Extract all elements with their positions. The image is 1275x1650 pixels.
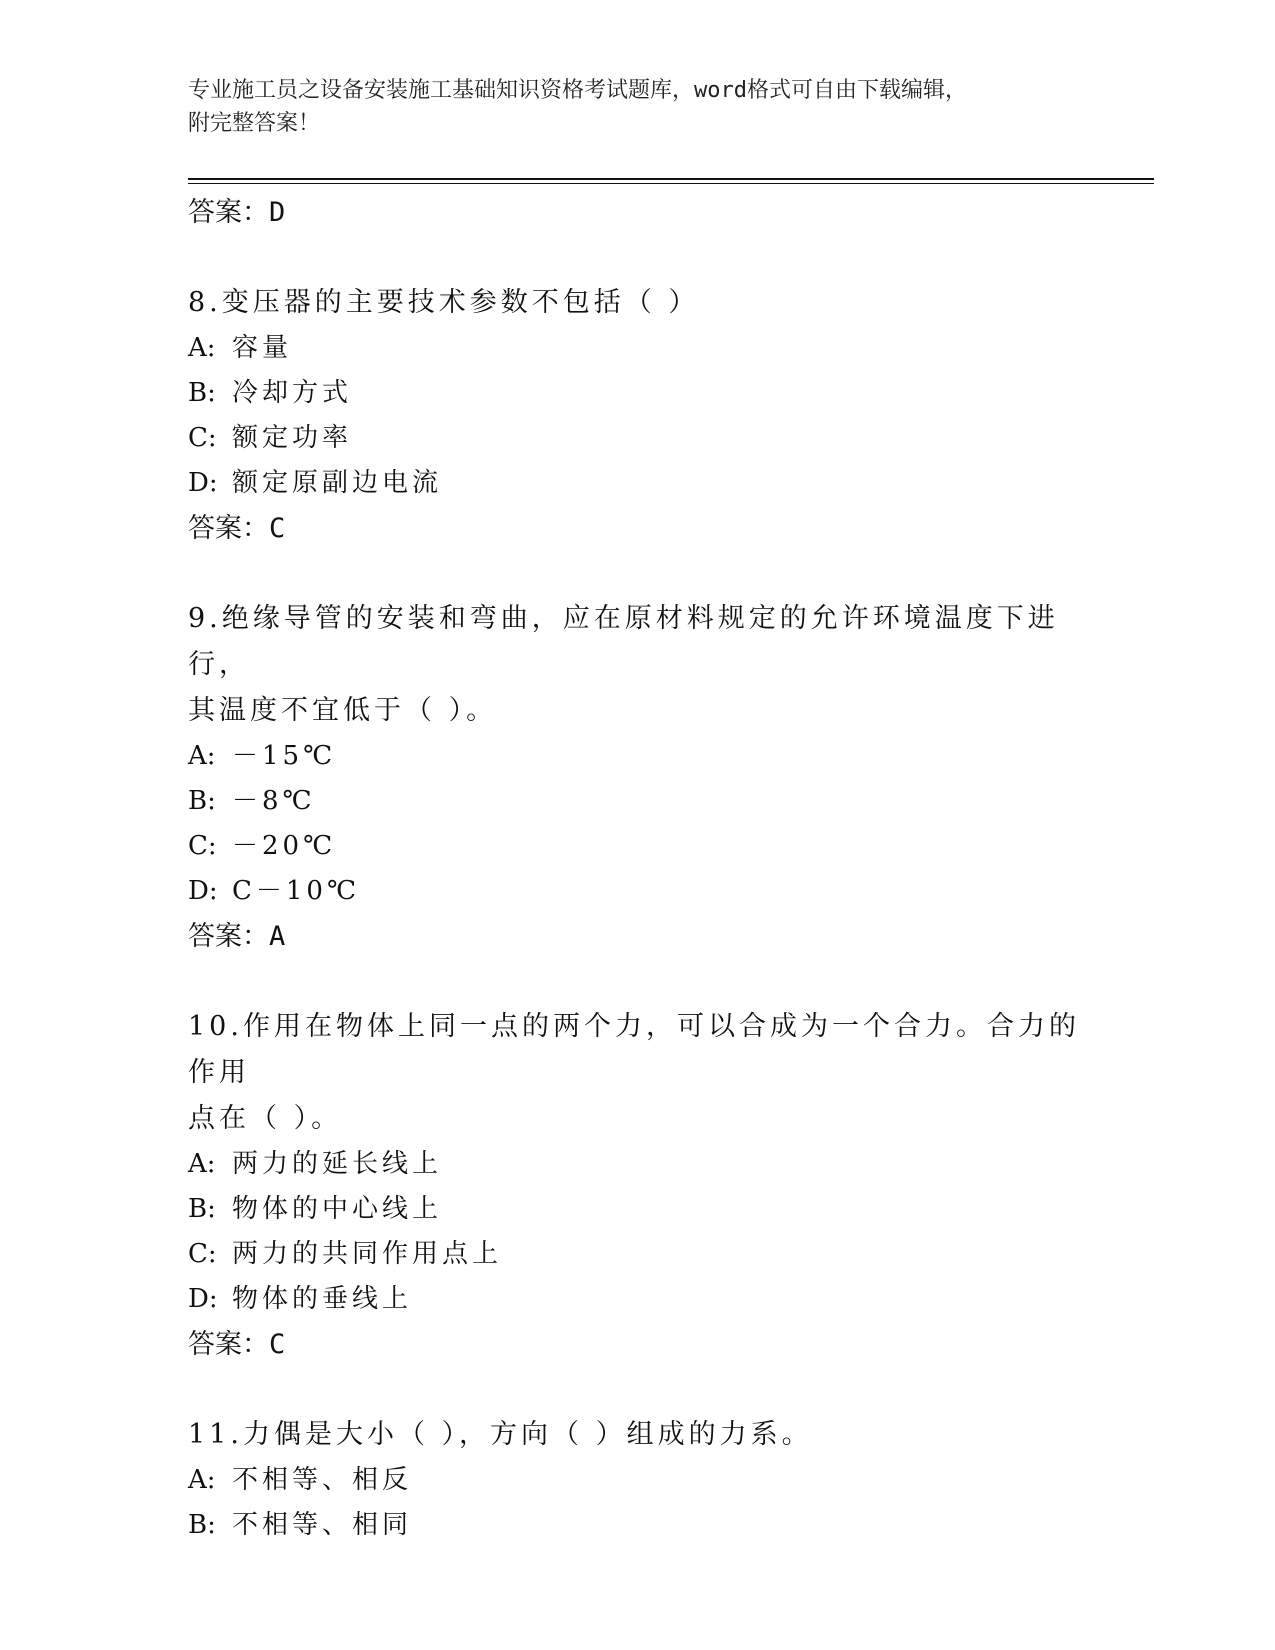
option-row [188,461,1088,506]
option-label: D: [188,876,218,906]
option-row [188,326,1088,371]
question-text: 10.作用在物体上同一点的两个力，可以合成为一个合力。合力的作用 [188,1011,1080,1088]
option-label: C: [188,831,217,861]
answer-line: 答案：D [188,197,286,228]
option-row [188,1503,1088,1548]
option-label: C: [188,1239,217,1269]
option-row [188,1187,1088,1232]
answer-line: 答案：A [188,921,286,952]
option-label: D: [188,468,218,498]
option-row [188,734,1088,779]
question-text: 9.绝缘导管的安装和弯曲，应在原材料规定的允许环境温度下进行， [188,603,1059,680]
option-text: 不相等、相同 [232,1510,413,1540]
option-text: 冷却方式 [232,378,353,408]
answer-line: 答案：C [188,1329,286,1360]
option-label: D: [188,1284,218,1314]
option-row [188,371,1088,416]
option-row [188,1142,1088,1187]
option-row [188,869,1088,914]
header-line-2: 附完整答案！ [188,111,321,136]
header-line-1: 专业施工员之设备安装施工基础知识资格考试题库，word格式可自由下载编辑， [188,78,967,103]
question-text: 8.变压器的主要技术参数不包括（ ） [188,287,700,318]
option-text: －20℃ [232,831,337,861]
question-list [188,190,1088,1548]
option-row [188,1458,1088,1503]
question-block [188,1004,1088,1368]
header-divider-thin [188,183,1154,184]
option-text: 两力的共同作用点上 [232,1239,503,1269]
answer-line: 答案：C [188,513,286,544]
option-text: －8℃ [232,786,316,816]
question-text: 点在（ ）。 [188,1103,343,1134]
option-row [188,1277,1088,1322]
option-label: A: [188,1149,216,1179]
option-label: B: [188,378,216,408]
option-text: 容量 [232,333,293,363]
question-block [188,280,1088,552]
option-row [188,416,1088,461]
option-label: C: [188,423,217,453]
question-text: 11.力偶是大小（ ），方向（ ）组成的力系。 [188,1419,813,1450]
option-text: 不相等、相反 [232,1465,413,1495]
question-block [188,596,1088,960]
option-text: 两力的延长线上 [232,1149,443,1179]
option-row [188,779,1088,824]
questions-container [188,280,1088,1548]
option-text: C－10℃ [232,876,361,906]
header-divider-thick [188,178,1154,180]
option-row [188,1232,1088,1277]
document-header [188,74,1088,140]
option-text: 物体的中心线上 [232,1194,443,1224]
option-text: －15℃ [232,741,337,771]
option-label: A: [188,1465,216,1495]
option-text: 物体的垂线上 [232,1284,413,1314]
option-label: A: [188,333,216,363]
option-label: B: [188,1510,216,1540]
option-label: B: [188,786,216,816]
option-text: 额定功率 [232,423,353,453]
option-text: 额定原副边电流 [232,468,443,498]
option-label: A: [188,741,216,771]
option-row [188,824,1088,869]
question-block [188,1412,1088,1548]
option-label: B: [188,1194,216,1224]
question-text: 其温度不宜低于（ ）。 [188,695,498,726]
